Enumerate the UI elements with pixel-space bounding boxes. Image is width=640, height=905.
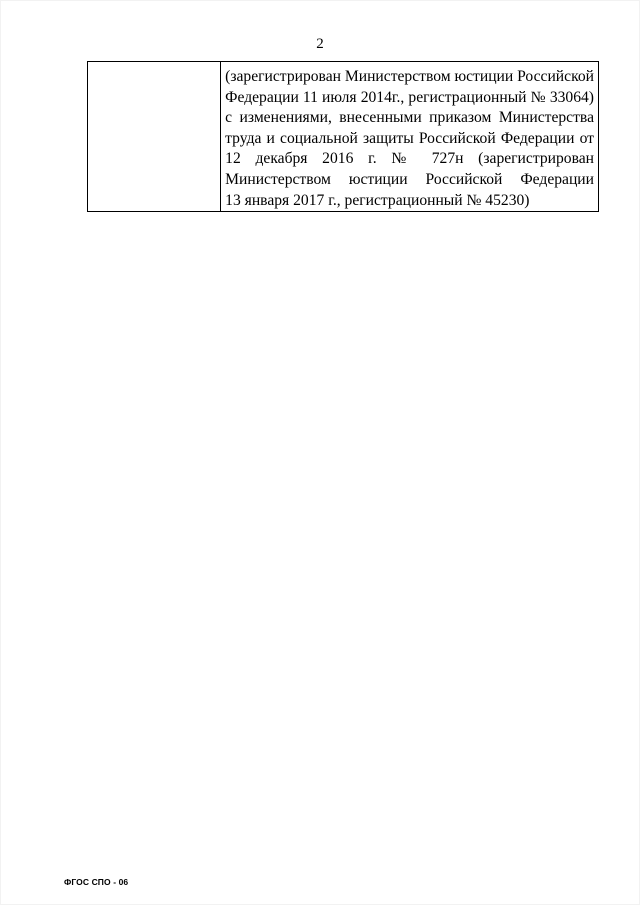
text-line: 13 января 2017 г., регистрационный № 45230) [225,191,530,209]
footer-document-code: ФГОС СПО - 06 [64,877,129,887]
text-line: Министерством юстиции Российской Федерации [225,170,594,188]
text-line: Федерации 11 июля 2014г., регистрационный № 33064) [225,88,594,106]
text-line: с изменениями, внесенными приказом Министерства [225,109,594,127]
document-table [87,61,599,212]
text-line: (зарегистрирован Министерством юстиции Российской [225,68,594,85]
table-cell-right [221,62,598,211]
text-line: труда и социальной защиты Российской Федерации от [225,129,594,147]
page-number: 2 [316,36,324,52]
table-cell-left [88,62,221,211]
text-line: 12 декабря 2016 г. № 727н (зарегистрирован [225,150,594,168]
